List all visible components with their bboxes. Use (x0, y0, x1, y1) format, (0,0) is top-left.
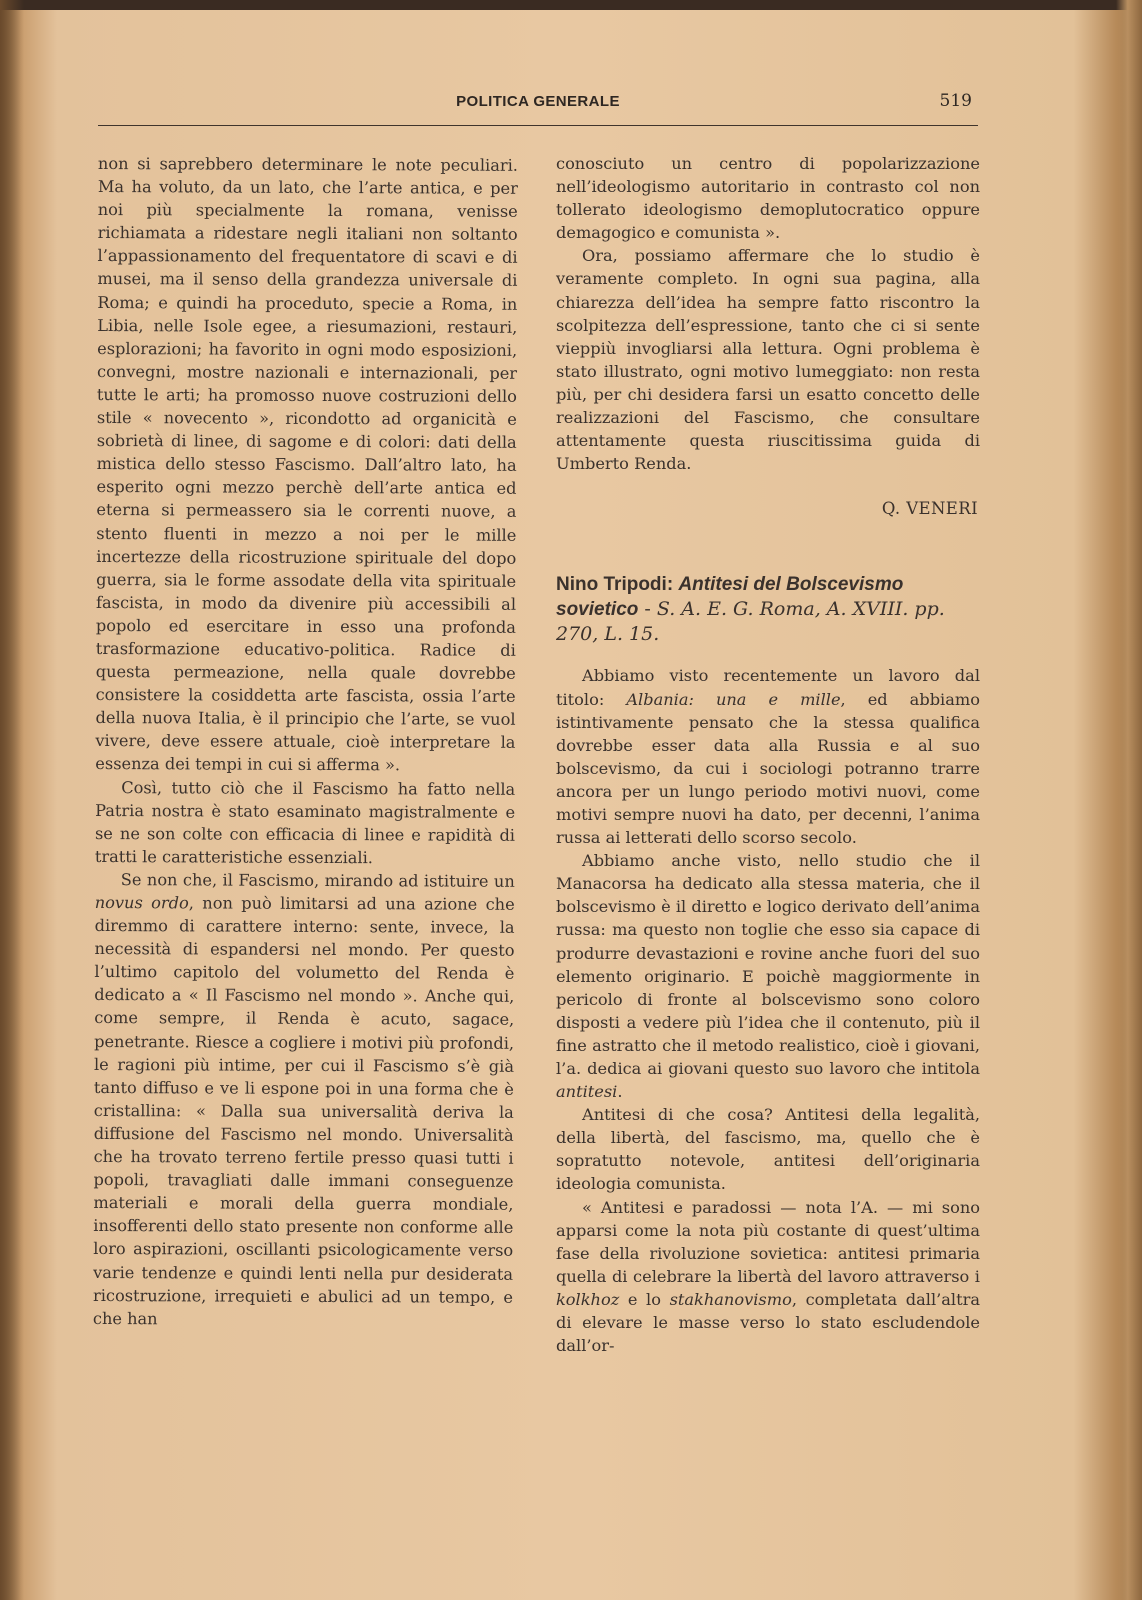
left-paragraph-3-end: , non può limitarsi ad una azione che diremmo di carattere interno: sente, invece, la necessità di espandersi nel mondo. Per questo l’ultimo capitolo del volumetto del Renda è dedicato a « Il Fascismo nel mondo ». Anche qui, come sempre, il Renda è acuto, sagace, penetrante. Riesce a cogliere i motivi più profondi, le ragioni più intime, per cui il Fascismo s’è già tanto diffuso e ve li espone poi in una forma che è cristallina: « Dalla sua universalità deriva la diffusione del Fascismo nel mondo. Universalità che ha trovato terreno fertile presso quasi tutti i popoli, travagliati dalle immani conseguenze materiali e morali della guerra mondiale, insofferenti dello stato presente non conforme alle loro aspirazioni, oscillanti psicologicamente verso varie tendenze e quindi lenti nella pur desiderata ricostruzione, irrequieti e abulici ad un tempo, e che han (92, 893, 515, 1328)
review-paragraph-2-text: Abbiamo anche visto, nello studio che il Manacorsa ha dedicato alla stessa materia, che il bolscevismo è il diretto e logico derivato dell’anima russa: ma questo non toglie che esso sia capace di produrre devastazioni e rovine anche fuori del suo elemento originario. E poichè maggiormente in pericolo di fronte al bolscevismo sono coloro disposti a vedere più l’idea che il contenuto, più il fine astratto che il metodo realistico, cioè i giovani, l’a. dedica ai giovani questo suo lavoro che intitola (556, 851, 980, 1078)
review-paragraph-4 (556, 1196, 980, 1358)
page-header (98, 89, 978, 123)
fore-edge (1116, 0, 1142, 1600)
review-paragraph-3: Antitesi di che cosa? Antitesi della legalità, della libertà, del fascismo, ma, quello che è sopratutto notevole, antitesi dell’originaria ideologia comunista. (556, 1105, 980, 1194)
review-paragraph-1-start: Abbiamo visto recentemente un lavoro dal titolo: (556, 666, 980, 709)
top-edge (0, 0, 1142, 10)
spine-shadow (0, 0, 24, 1600)
review-paragraph-1-end: , ed abbiamo istintivamente pensato che la stessa qualifica dovrebbe esser data alla Russia e al suo bolscevismo, da cui i sociologi potranno trarre ancora per un lungo periodo motivi nuovi, come motivi sempre nuovi ha dato, per decenni, l’anima russa ai letterati dello scorso secolo. (556, 689, 980, 848)
review-publication: S. A. E. G. Roma, A. XVIII. pp. 270, L. 15. (556, 598, 945, 646)
review-paragraph-2 (556, 849, 980, 1103)
left-paragraph-2: Così, tutto ciò che il Fascismo ha fatto nella Patria nostra è stato esaminato magistralmente e se ne son colte con efficacia di linee e rapidità di tratti le caratteristiche essenziali. (94, 777, 516, 868)
review-author: Nino Tripodi (556, 574, 667, 596)
left-paragraph-1: non si saprebbero determinare le note peculiari. Ma ha voluto, da un lato, che l’arte antica, e per noi più specialmente la romana, venisse richiamata a ridestare negli italiani non soltanto l’appassionamento del frequentatore di scavi e di musei, ma il senso della grandezza universale di Roma; e quindi ha proceduto, specie a Roma, in Libia, nelle Isole egee, a riesumazioni, restauri, esplorazioni; ha favorito in ogni modo esposizioni, convegni, mostre nazionali e internazionali, per tutte le arti; ha promosso nuove costruzioni dello stile « novecento », ricondotto ad organicità e sobrietà di linee, di sagome e di colori: dati della mistica dello stesso Fascismo. Dall’altro lato, ha esperito ogni mezzo perchè dell’arte antica ed eterna si permeassero sia le correnti nuove, a stento fluenti in mezzo a noi per le mille incertezze della ricostruzione spirituale del dopo guerra, sia le forme assodate della vita spirituale fascista, in modo da divenire più accessibili al popolo ed esercitare in esso una profonda trasformazione educativo-politica. Radice di questa permeazione, nella quale dovrebbe consistere la cosiddetta arte fascista, ossia l’arte della nuova Italia, è il principio che l’arte, se vuol vivere, deve essere attuale, cioè interpretare la essenza dei tempi in cui si afferma ». (95, 153, 518, 775)
italic-antitesi: antitesi (556, 1082, 618, 1102)
page-number: 519 (939, 91, 972, 111)
left-column (93, 152, 518, 1332)
italic-albania-title: Albania: una e mille (626, 689, 841, 709)
review-colon: : (666, 574, 679, 596)
right-paragraph-2: Ora, possiamo affermare che lo studio è veramente completo. In ogni sua pagina, alla chiarezza dell’idea ha sempre fatto riscontro la scolpitezza dell’espressione, tanto che ci si sente vieppiù invogliarsi alla lettura. Ogni problema è stato illustrato, ogni motivo lumeggiato: non resta più, per chi desidera farsi un esatto concetto delle realizzazioni del Fascismo, che consultare attentamente questa riuscitissima guida di Umberto Renda. (556, 246, 980, 474)
review-paragraph-1 (556, 664, 980, 849)
review-paragraph-4-middle: e lo (619, 1289, 661, 1309)
running-title: POLITICA GENERALE (456, 93, 620, 110)
right-paragraph-1: conosciuto un centro di popolarizzazione nell’ideologismo autoritario in contrasto col non tollerato ideologismo demoplutocratico oppure demagogico e comunista ». (556, 154, 980, 243)
reviewer-signature: Q. VENERI (881, 499, 978, 519)
review-paragraph-4-start: « Antitesi e paradossi — nota l’A. — mi sono apparsi come la nota più costante di quest’ultima fase della rivoluzione sovietica: antitesi primaria quella di celebrare la libertà del lavoro attraverso i (556, 1197, 980, 1286)
review-separator: - (638, 598, 657, 621)
review-paragraph-2-end: . (617, 1082, 623, 1102)
italic-stakhanovismo: stakhanovismo (669, 1289, 792, 1309)
left-paragraph-3-start: Se non che, il Fascismo, mirando ad istituire un (120, 870, 515, 891)
right-column (556, 152, 980, 1357)
left-paragraph-3 (93, 868, 515, 1332)
italic-novus-ordo: novus ordo (94, 892, 189, 913)
review-heading (556, 572, 980, 646)
review-paragraph-4-end: , completata dall’altra di elevare le masse verso lo stato escludendole dall’or- (556, 1289, 981, 1356)
italic-kolkhoz: kolkhoz (556, 1289, 620, 1309)
review-work-title: Antitesi del Bolscevismo sovietico (556, 574, 904, 621)
header-rule (98, 125, 978, 126)
